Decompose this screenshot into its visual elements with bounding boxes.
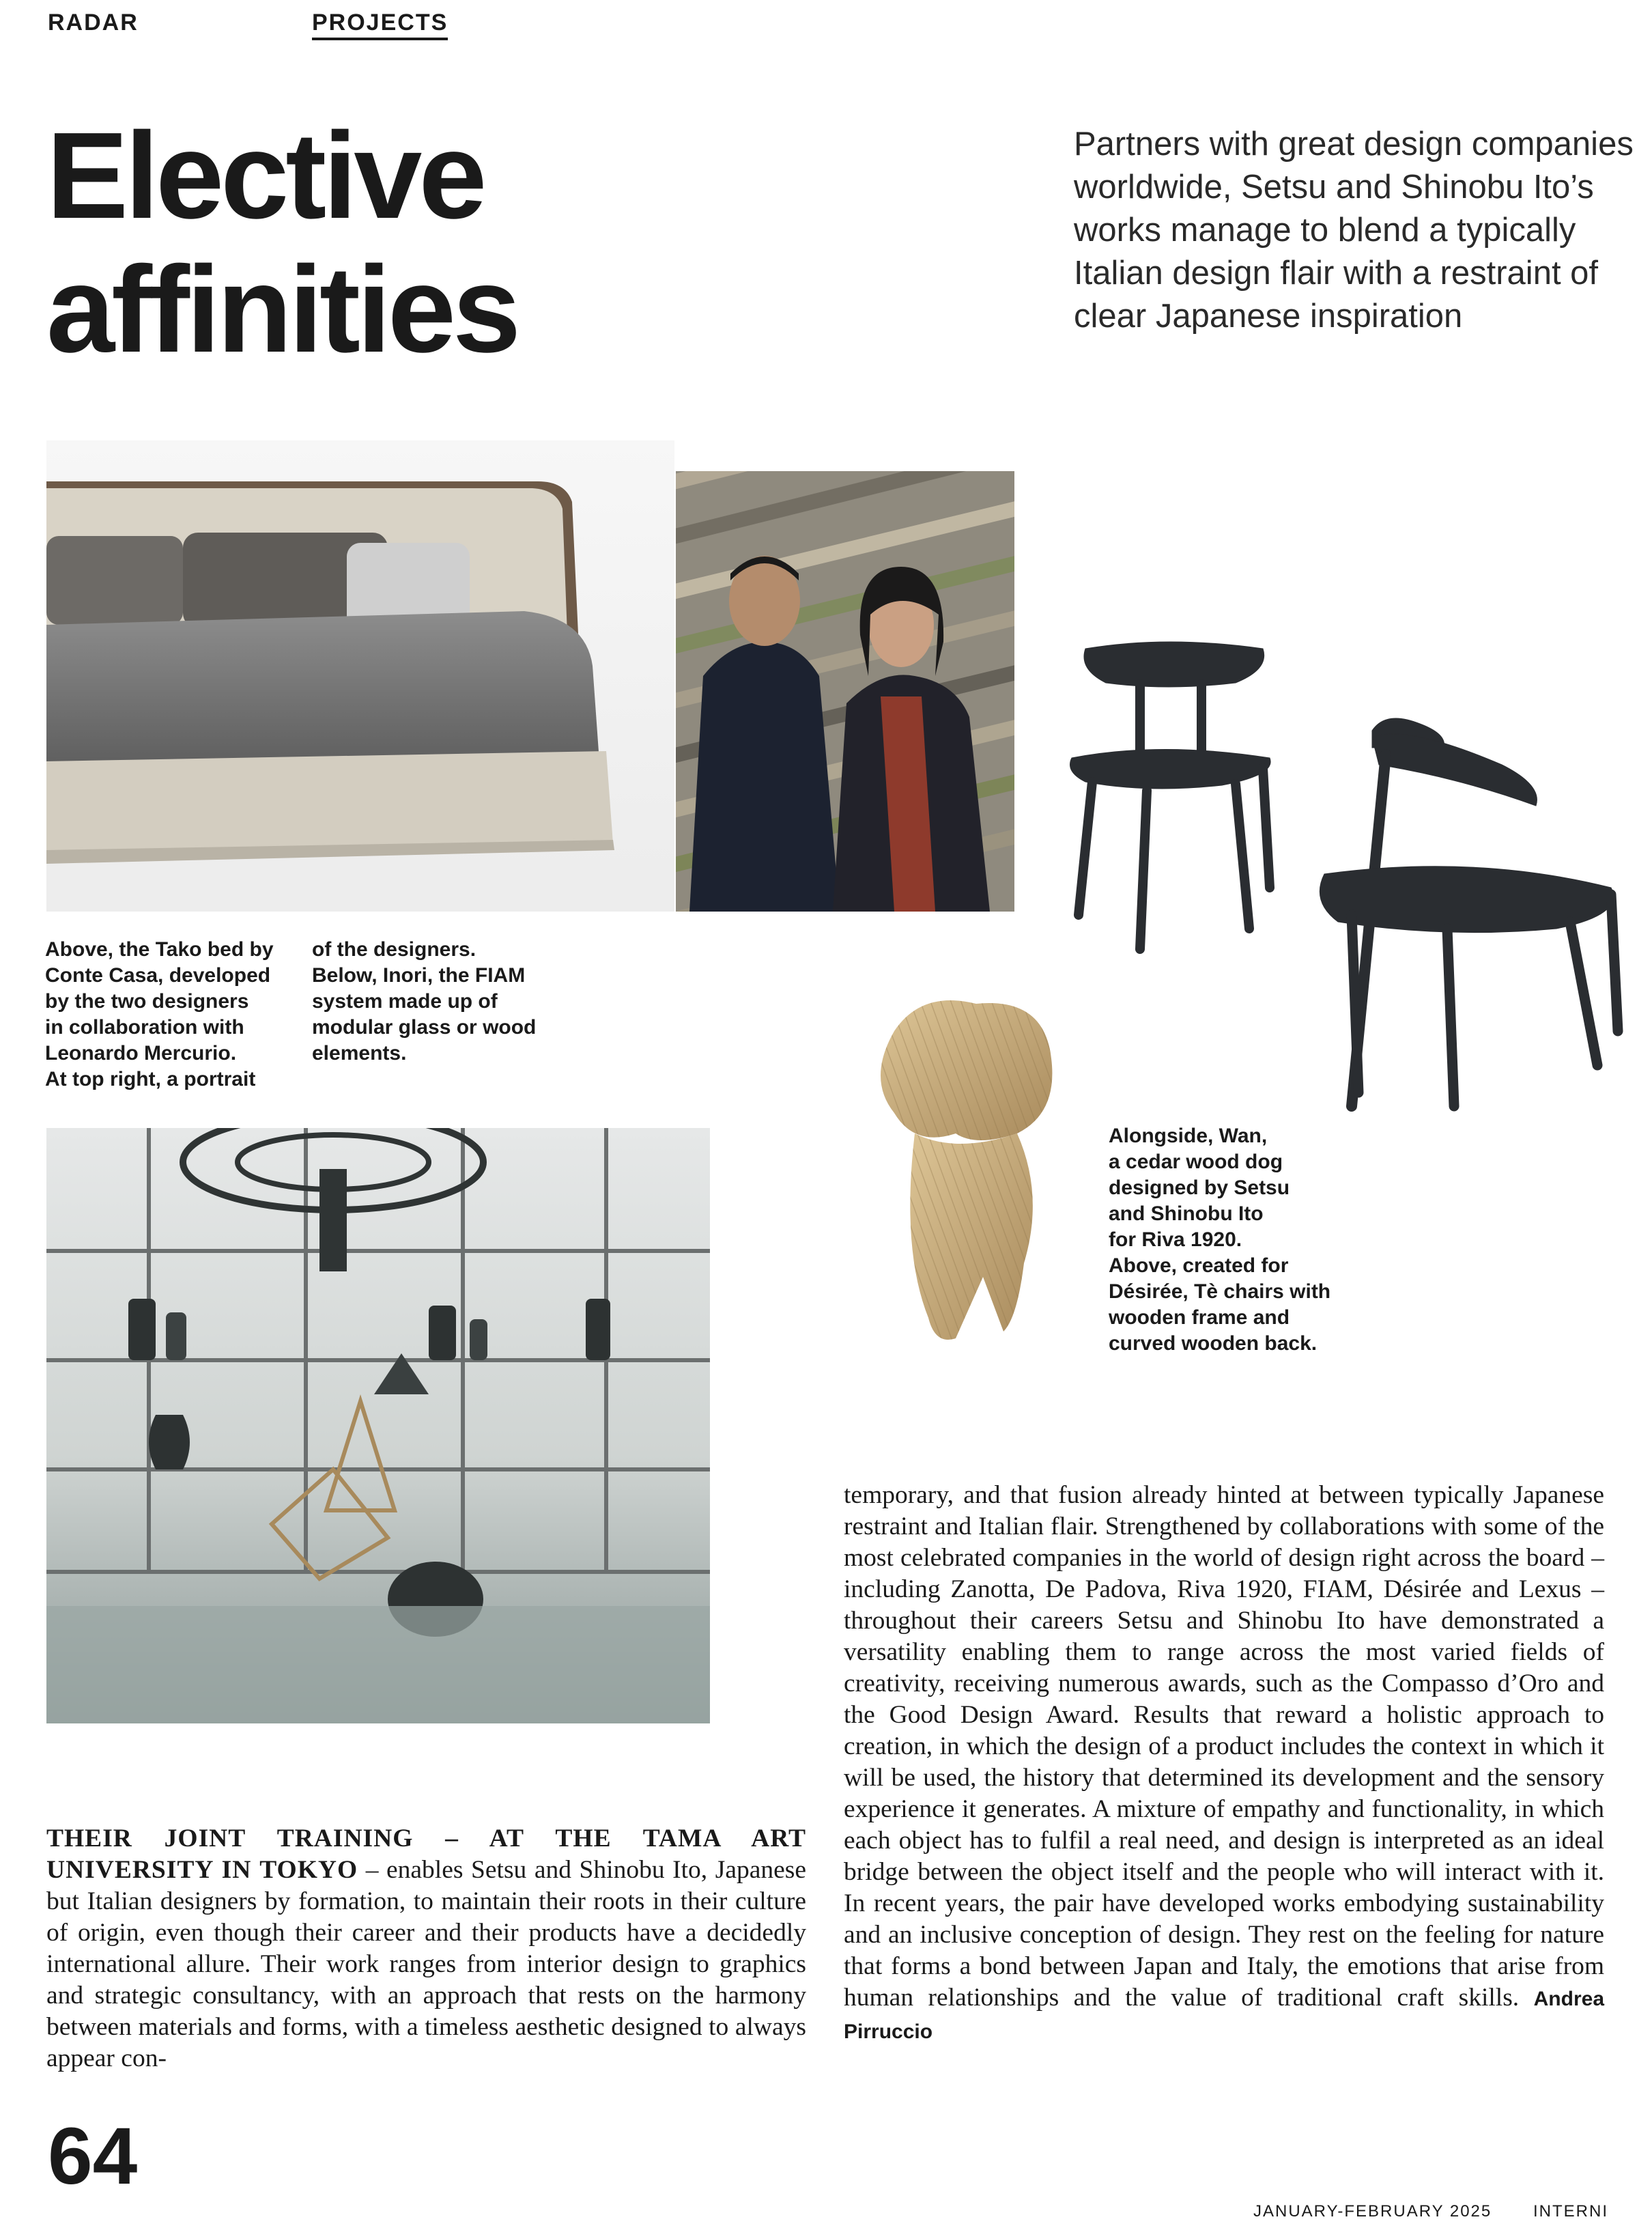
author-credit: Andrea Pirruccio (844, 1988, 1604, 2043)
lead-in: THEIR JOINT TRAINING – AT THE TAMA ART UNIVERSITY IN TOKYO (46, 1825, 806, 1884)
te-chairs-photo (1065, 628, 1638, 1120)
body-text-2: temporary, and that fusion already hinted at between typically Japanese restraint and Italian flair. Strengthened by collaborations with some of the most celebrated companies in the world of design right across the board – including Zanotta, De Padova, Riva 1920, FIAM, Désirée and Lexus – throughout their careers Setsu and Shinobu Ito have demonstrated a versatility enabling them to range across the most varied fields of creativity, receiving numerous awards, such as the Compasso d’Oro and the Good Design Award. Results that reward a holistic approach to creation, in which the design of a product includes the context in which it will be used, the history that determined its development and the sensory experience it generates. A mixture of empathy and functionality, in which each object has to fulfil a real need, and design is interpreted as an ideal bridge between the object itself and the people who will interact with it. In recent years, the pair have developed works embodying sustainability and an inclusive conception of design. They rest on the feeling for nature that forms a bond between Japan and Italy, the emotions that arise from human relationships and the value of traditional craft skills. (844, 1481, 1604, 2012)
magazine-name: INTERNI (1533, 2202, 1608, 2221)
tako-bed-illustration (46, 440, 674, 912)
standfirst: Partners with great design companies worldwide, Setsu and Shinobu Ito’s works manage to blend a typically Italian design flair with a restraint of clear Japanese inspiration (1074, 126, 1634, 335)
body-text-1: – enables Setsu and Shinobu Ito, Japanese but Italian designers by formation, to maintain their roots in their culture of origin, even though their career and their products have a decidedly international allure. Their work ranges from interior design to graphics and strategic consultancy, with an approach that rests on the harmony between materials and forms, with a timeless aesthetic designed to always appear con- (46, 1856, 806, 2072)
article-title: Elective affinities (46, 107, 518, 378)
inori-shelving-photo (46, 1128, 710, 1723)
category-label: PROJECTS (312, 10, 448, 40)
article-body-column-2 (844, 1480, 1604, 2048)
wan-cedar-dog-illustration (819, 976, 1092, 1366)
designers-portrait-photo (676, 471, 1014, 912)
page-number: 64 (48, 2111, 138, 2201)
tako-bed-photo (46, 440, 674, 912)
article-body-column-1 (46, 1823, 806, 2074)
inori-shelving-illustration (46, 1128, 710, 1723)
issue-date: JANUARY-FEBRUARY 2025 (1253, 2202, 1492, 2221)
caption-bed-part2: of the designers. Below, Inori, the FIAM system made up of modular glass or wood elements. (312, 938, 537, 1065)
caption-wan-and-chairs: Alongside, Wan, a cedar wood dog designed by Setsu and Shinobu Ito for Riva 1920. Above, created for Désirée, Tè chairs with wooden frame and curved wooden back. (1109, 1125, 1331, 1355)
wan-cedar-dog-photo (819, 976, 1092, 1366)
te-chairs-illustration (1065, 628, 1638, 1120)
designers-portrait-illustration (676, 471, 1014, 912)
caption-bed-part1: Above, the Tako bed by Conte Casa, developed by the two designers in collaboration with Leonardo Mercurio. At top right, a portrait (45, 938, 274, 1090)
section-label: RADAR (48, 10, 139, 36)
